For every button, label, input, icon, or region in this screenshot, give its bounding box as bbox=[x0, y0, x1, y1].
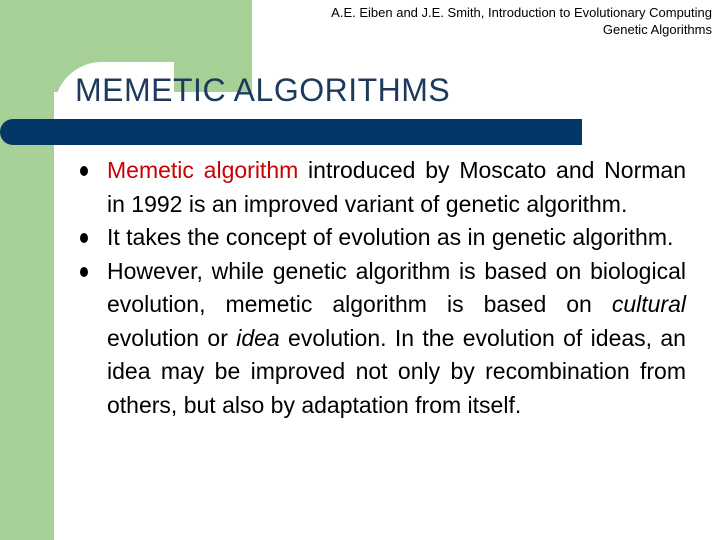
emphasized-word: idea bbox=[236, 324, 280, 351]
slide-header bbox=[262, 4, 712, 38]
bullet-list bbox=[80, 154, 686, 422]
bullet-dot-icon bbox=[80, 166, 88, 176]
header-citation: A.E. Eiben and J.E. Smith, Introduction to Evolutionary Computing bbox=[331, 5, 712, 20]
highlighted-term: Memetic algorithm bbox=[107, 157, 299, 183]
slide-title: MEMETIC ALGORITHMS bbox=[75, 72, 451, 108]
bullet-text: However, while genetic algorithm is based on biological evolution, memetic algorithm is based on bbox=[107, 257, 686, 317]
bullet-item bbox=[80, 221, 686, 255]
bullet-dot-icon bbox=[80, 267, 88, 277]
bullet-text: introduced by Moscato and Norman in 1992 is an improved variant of genetic algorithm. bbox=[107, 157, 686, 217]
bullet-text: It takes the concept of evolution as in genetic algorithm. bbox=[107, 224, 674, 250]
header-topic: Genetic Algorithms bbox=[602, 22, 712, 37]
emphasized-word: cultural bbox=[611, 291, 686, 317]
bullet-text: evolution. In the evolution of ideas, an idea may be improved not only by recombination from others, but also by adaptation from itself. bbox=[107, 324, 686, 418]
title-underline-bar bbox=[0, 119, 582, 145]
bullet-item bbox=[80, 154, 686, 221]
bullet-dot-icon bbox=[80, 233, 88, 243]
bullet-text: evolution or bbox=[107, 324, 237, 351]
bullet-item bbox=[80, 255, 686, 423]
